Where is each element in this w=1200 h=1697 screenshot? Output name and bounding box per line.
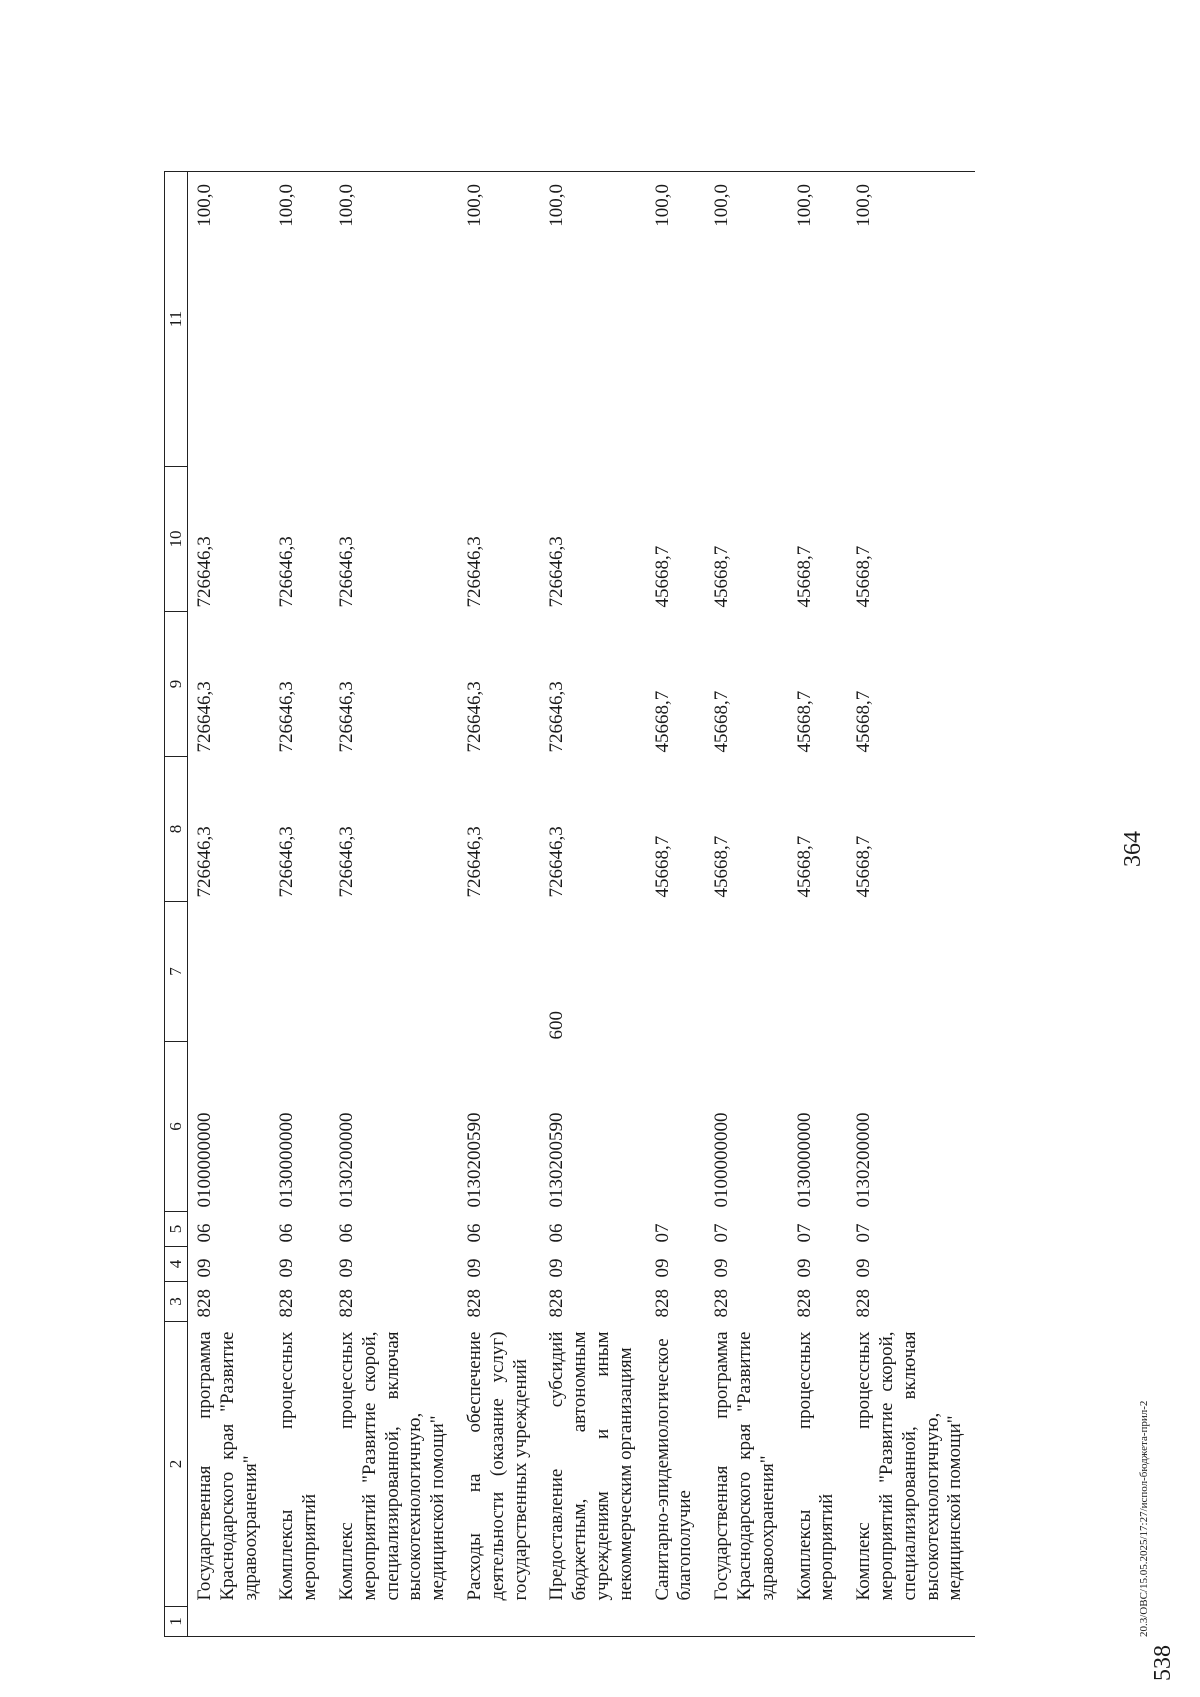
row-name: Государственная программа Краснодарского края "Развитие здравоохранения" [711,1331,778,1601]
header-col-3: 3 [165,1282,188,1322]
cell-expense-type [330,902,458,1042]
cell-section-code: 09 [793,1258,815,1278]
cell-percent-executed: 100,0 [330,172,458,467]
header-col-9: 9 [165,612,188,757]
page-number: 364 [1120,831,1146,867]
cell-section-code: 09 [463,1258,485,1278]
header-col-1: 1 [165,1607,188,1637]
footer-document-code: 20.3/ОВС/15.05.2025/17:27/испол-бюджета-прил-2 [1138,1400,1150,1637]
cell-col-9-amount: 45668,7 [793,690,815,753]
header-col-5: 5 [165,1212,188,1247]
cell-ministry-code: 828 [546,1289,568,1318]
cell-col-1 [646,1607,706,1637]
cell-percent-executed: 100,0 [458,172,540,467]
cell-subsection-code: 07 [793,1223,815,1243]
cell-target-code: 0130200590 [546,1112,568,1208]
cell-ministry-code: 828 [463,1289,485,1318]
cell-ministry-code: 828 [194,1289,215,1318]
cell-col-1 [705,1607,787,1637]
cell-col-1 [270,1607,330,1637]
cell-subsection-code: 06 [335,1223,357,1243]
header-col-4: 4 [165,1247,188,1282]
cell-subsection-code: 07 [711,1223,733,1243]
cell-approved-amount: 45668,7 [651,835,673,898]
cell-ministry-code: 828 [335,1289,357,1318]
cell-ministry-code: 828 [276,1289,298,1318]
cell-col-9-amount: 726646,3 [276,681,298,753]
cell-approved-amount: 726646,3 [276,826,298,898]
cell-section-code: 09 [335,1258,357,1278]
header-col-11: 11 [165,172,188,467]
cell-expense-type [788,902,848,1042]
table-row [188,172,271,1637]
cell-section-code: 09 [853,1258,875,1278]
table-row [458,172,540,1637]
sheet-number: 538 [1150,1645,1176,1681]
cell-executed-amount: 726646,3 [463,536,485,608]
cell-col-9-amount: 726646,3 [335,681,357,753]
cell-ministry-code: 828 [853,1289,875,1318]
cell-subsection-code: 07 [853,1223,875,1243]
cell-subsection-code: 06 [546,1223,568,1243]
cell-percent-executed: 100,0 [847,172,975,467]
cell-col-1 [540,1607,645,1637]
table-row [788,172,848,1637]
row-name: Государственная программа Краснодарского края "Развитие здравоохранения" [194,1331,261,1601]
header-col-8: 8 [165,757,188,902]
cell-section-code: 09 [194,1258,215,1278]
column-number-header [165,172,188,1637]
table-row [330,172,458,1637]
cell-target-code: 0130000000 [276,1112,298,1208]
cell-expense-type [458,902,540,1042]
cell-target-code [646,1042,706,1212]
cell-executed-amount: 726646,3 [335,536,357,608]
cell-expense-type: 600 [546,1011,568,1040]
row-name: Расходы на обеспечение деятельности (оказание услуг) государственных учреждений [463,1331,531,1601]
cell-approved-amount: 45668,7 [793,835,815,898]
budget-table [164,171,975,1637]
row-name: Комплекс процессных мероприятий "Развитие скорой, специализированной, включая высокотехнологичную, медицинской помощи" [335,1331,449,1601]
table-row [270,172,330,1637]
cell-ministry-code: 828 [711,1289,733,1318]
cell-col-9-amount: 726646,3 [463,681,485,753]
table-row [540,172,645,1637]
cell-executed-amount: 726646,3 [546,536,568,608]
cell-section-code: 09 [546,1258,568,1278]
cell-expense-type [188,902,271,1042]
cell-percent-executed: 100,0 [188,172,271,467]
cell-approved-amount: 45668,7 [853,835,875,898]
cell-section-code: 09 [711,1258,733,1278]
cell-col-9-amount: 45668,7 [853,690,875,753]
cell-expense-type [847,902,975,1042]
table-body [188,172,976,1637]
cell-col-1 [188,1607,271,1637]
cell-col-1 [847,1607,975,1637]
cell-col-9-amount: 726646,3 [194,681,215,753]
cell-section-code: 09 [651,1258,673,1278]
cell-col-1 [330,1607,458,1637]
cell-col-1 [458,1607,540,1637]
cell-percent-executed: 100,0 [705,172,787,467]
cell-col-9-amount: 45668,7 [711,690,733,753]
row-name: Комплекс процессных мероприятий "Развитие скорой, специализированной, включая высокотехнологичную, медицинской помощи" [853,1331,966,1601]
cell-target-code: 0130200000 [853,1112,875,1208]
row-name: Комплексы процессных мероприятий [276,1331,321,1601]
header-col-2: 2 [165,1322,188,1607]
cell-executed-amount: 45668,7 [711,545,733,608]
cell-subsection-code: 06 [194,1223,215,1243]
cell-ministry-code: 828 [793,1289,815,1318]
cell-approved-amount: 45668,7 [711,835,733,898]
row-name: Санитарно-эпидемиологическое благополучие [651,1338,696,1601]
header-col-6: 6 [165,1042,188,1212]
cell-subsection-code: 06 [276,1223,298,1243]
cell-subsection-code: 06 [463,1223,485,1243]
cell-target-code: 0130200590 [463,1112,485,1208]
cell-approved-amount: 726646,3 [463,826,485,898]
cell-approved-amount: 726646,3 [546,826,568,898]
cell-expense-type [646,902,706,1042]
cell-col-9-amount: 45668,7 [651,690,673,753]
cell-executed-amount: 45668,7 [793,545,815,608]
table-row [847,172,975,1637]
header-col-7: 7 [165,902,188,1042]
cell-ministry-code: 828 [651,1289,673,1318]
cell-percent-executed: 100,0 [646,172,706,467]
cell-subsection-code: 07 [651,1223,673,1243]
cell-percent-executed: 100,0 [788,172,848,467]
table-row [646,172,706,1637]
cell-section-code: 09 [276,1258,298,1278]
cell-executed-amount: 726646,3 [194,536,215,608]
row-name: Предоставление субсидий бюджетным, автономным учреждениям и иным некоммерческим организациям [546,1331,636,1601]
table-row [705,172,787,1637]
cell-target-code: 0130200000 [335,1112,357,1208]
cell-executed-amount: 726646,3 [276,536,298,608]
cell-approved-amount: 726646,3 [194,826,215,898]
cell-percent-executed: 100,0 [540,172,645,467]
cell-percent-executed: 100,0 [270,172,330,467]
cell-expense-type [270,902,330,1042]
cell-expense-type [705,902,787,1042]
header-col-10: 10 [165,467,188,612]
cell-executed-amount: 45668,7 [651,545,673,608]
cell-target-code: 0100000000 [711,1112,733,1208]
cell-executed-amount: 45668,7 [853,545,875,608]
cell-col-9-amount: 726646,3 [546,681,568,753]
row-name: Комплексы процессных мероприятий [793,1331,838,1601]
cell-approved-amount: 726646,3 [335,826,357,898]
cell-target-code: 0130000000 [793,1112,815,1208]
cell-target-code: 0100000000 [194,1112,215,1208]
cell-col-1 [788,1607,848,1637]
